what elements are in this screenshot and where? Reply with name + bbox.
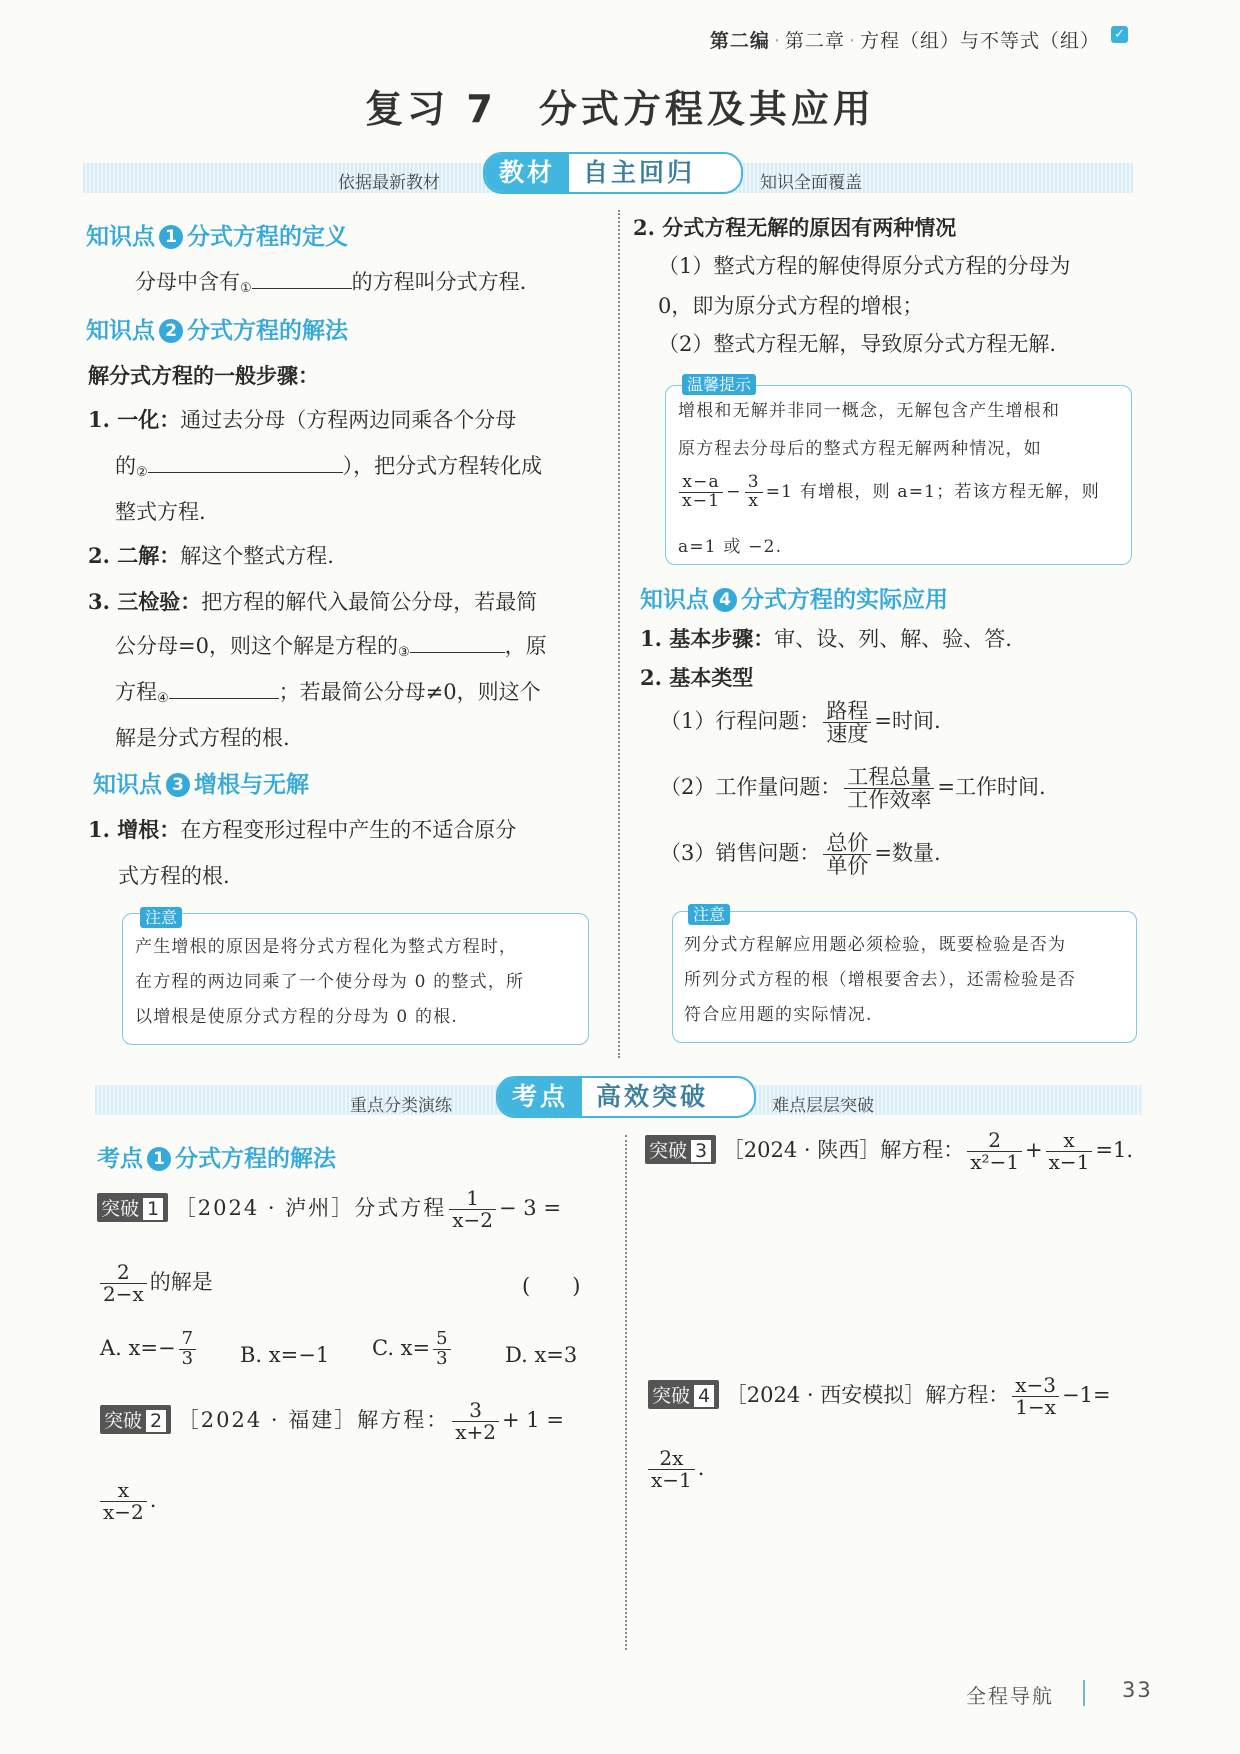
basic-steps: 1. 基本步骤：审、设、列、解、验、答. <box>640 626 1012 651</box>
banner-tag: 教材 <box>485 154 569 192</box>
tip-example: $\frac{x-a}{x-1}$ − $\frac{3}{x}$ =1 有增根，则 a=1；若该方程无解，则 <box>676 474 1100 511</box>
knowledge-point-2-heading: 知识点 2 分式方程的解法 <box>86 318 348 344</box>
question-4-line2: $\frac{2x}{x-1}$ . <box>645 1448 704 1491</box>
band-left-caption: 依据最新教材 <box>338 173 440 193</box>
note-text-left: 产生增根的原因是将分式方程化为整式方程时， 在方程的两边同乘了一个使分母为 0 的整式，所 以增根是使原分式方程的分母为 0 的根. <box>135 937 525 1027</box>
extraneous-root-def-1: 1. 增根：在方程变形过程中产生的不适合原分 <box>88 817 517 842</box>
breakthrough-badge-1: 突破 1 <box>97 1193 168 1222</box>
no-solution-case1-b: 0，即为原分式方程的增根； <box>658 294 924 318</box>
note-text-right: 列分式方程解应用题必须检验，既要检验是否为 所列分式方程的根（增根要舍去），还需检验是否 符合应用题的实际情况. <box>684 935 1076 1025</box>
topic-label: 方程（组）与不等式（组） <box>859 30 1100 52</box>
step2: 2. 二解：解这个整式方程. <box>88 543 334 568</box>
step3-line2: 公分母=0，则这个解是方程的③ ，原 <box>115 634 547 660</box>
part-label: 第二编 <box>709 30 770 52</box>
step1-line2: 的② ），把分式方程转化成 <box>115 454 543 480</box>
no-solution-case2: （2）整式方程无解，导致原分式方程无解. <box>658 332 1057 356</box>
question-2-line2: $\frac{x}{x-2}$ . <box>97 1480 156 1523</box>
kp2-intro: 解分式方程的一般步骤： <box>88 363 319 388</box>
section-banner-2 <box>496 1076 756 1118</box>
tip-text: 增根和无解并非同一概念，无解包含产生增根和 原方程去分母后的整式方程无解两种情况，如 <box>678 401 1061 459</box>
chapter-label: 第二章 <box>784 30 845 52</box>
tip-text-last: a=1 或 −2. <box>678 537 783 557</box>
no-solution-heading: 2. 分式方程无解的原因有两种情况 <box>633 215 957 240</box>
note-tag-left: 注意 <box>140 905 182 928</box>
question-1-line1: 突破 1 ［2024 · 泸州］分式方程 $\frac{1}{x-2}$ − 3 = <box>97 1188 561 1231</box>
column-divider <box>618 210 620 1058</box>
banner-title: 自主回归 <box>583 158 696 187</box>
question-3: 突破 3 ［2024 · 陕西］解方程： $\frac{2}{\text{x²−1}}$ + $\frac{x}{x-1}$ =1. <box>645 1130 1133 1173</box>
question-1-line2: $\frac{2}{2-x}$ 的解是 <box>97 1262 213 1305</box>
blank-4[interactable] <box>169 678 279 699</box>
breakthrough-badge-2: 突破 2 <box>100 1405 171 1434</box>
knowledge-point-4-heading: 知识点 4 分式方程的实际应用 <box>640 587 948 613</box>
band-right-caption: 知识全面覆盖 <box>760 173 862 193</box>
chapter-path: 第二编 · 第二章 · 方程（组）与不等式（组） <box>709 30 1100 52</box>
band2-right-caption: 难点层层突破 <box>772 1096 874 1116</box>
note-tag-right: 注意 <box>688 902 730 925</box>
breakthrough-badge-3: 突破 3 <box>645 1135 716 1164</box>
banner2-title: 高效突破 <box>596 1082 709 1111</box>
column-divider-2 <box>625 1135 627 1650</box>
page-title: 复习 7 分式方程及其应用 <box>365 87 875 131</box>
exam-point-1-heading: 考点 1 分式方程的解法 <box>97 1146 336 1172</box>
footer-brand: 全程导航 <box>966 1684 1054 1708</box>
option-c[interactable]: C. x= $\frac{5}{3}$ <box>372 1330 454 1369</box>
knowledge-point-3-heading: 知识点 3 增根与无解 <box>93 772 309 798</box>
step3-line1: 3. 三检验：把方程的解代入最简公分母，若最简 <box>88 589 538 614</box>
blank-1[interactable] <box>252 268 352 289</box>
step1-line3: 整式方程. <box>115 500 206 524</box>
extraneous-root-def-2: 式方程的根. <box>118 864 230 888</box>
type-travel: （1）行程问题： $\frac{\text{路程}}{\text{速度}}$ =时间. <box>660 699 941 747</box>
banner2-tag: 考点 <box>498 1078 582 1116</box>
option-a[interactable]: A. x=− $\frac{7}{3}$ <box>100 1330 199 1369</box>
type-work: （2）工作量问题： $\frac{\text{工程总量}}{\text{工作效率}}$ =工作时间. <box>660 765 1046 813</box>
kp1-definition: 分母中含有① 的方程叫分式方程. <box>135 270 527 296</box>
basic-types-heading: 2. 基本类型 <box>640 665 754 690</box>
no-solution-case1-a: （1）整式方程的解使得原分式方程的分母为 <box>658 254 1071 278</box>
step1-line1: 1. 一化：通过去分母（方程两边同乘各个分母 <box>88 407 517 432</box>
breakthrough-badge-4: 突破 4 <box>648 1380 719 1409</box>
option-b[interactable]: B. x=−1 <box>240 1343 330 1367</box>
section-banner <box>483 152 743 194</box>
blank-3[interactable] <box>410 632 505 653</box>
band2-left-caption: 重点分类演练 <box>350 1096 452 1116</box>
page-number: 33 <box>1122 1678 1153 1702</box>
tip-tag: 温馨提示 <box>682 372 756 395</box>
knowledge-point-1-heading: 知识点 1 分式方程的定义 <box>86 224 348 250</box>
question-2-line1: 突破 2 ［2024 · 福建］解方程： $\frac{3}{x+2}$ + 1 = <box>100 1400 564 1443</box>
step3-line3: 方程④ ；若最简公分母≠0，则这个 <box>115 680 541 706</box>
question-4-line1: 突破 4 ［2024 · 西安模拟］解方程： $\frac{x-3}{1-x}$ −1= <box>648 1375 1111 1418</box>
option-d[interactable]: D. x=3 <box>505 1343 578 1367</box>
check-icon: ✓ <box>1111 26 1128 43</box>
blank-2[interactable] <box>148 452 343 473</box>
answer-bracket[interactable]: ( ) <box>522 1274 581 1298</box>
footer-divider <box>1083 1680 1085 1706</box>
type-sales: （3）销售问题： $\frac{\text{总价}}{\text{单价}}$ =数量. <box>660 831 941 879</box>
step3-line4: 解是分式方程的根. <box>115 726 290 750</box>
